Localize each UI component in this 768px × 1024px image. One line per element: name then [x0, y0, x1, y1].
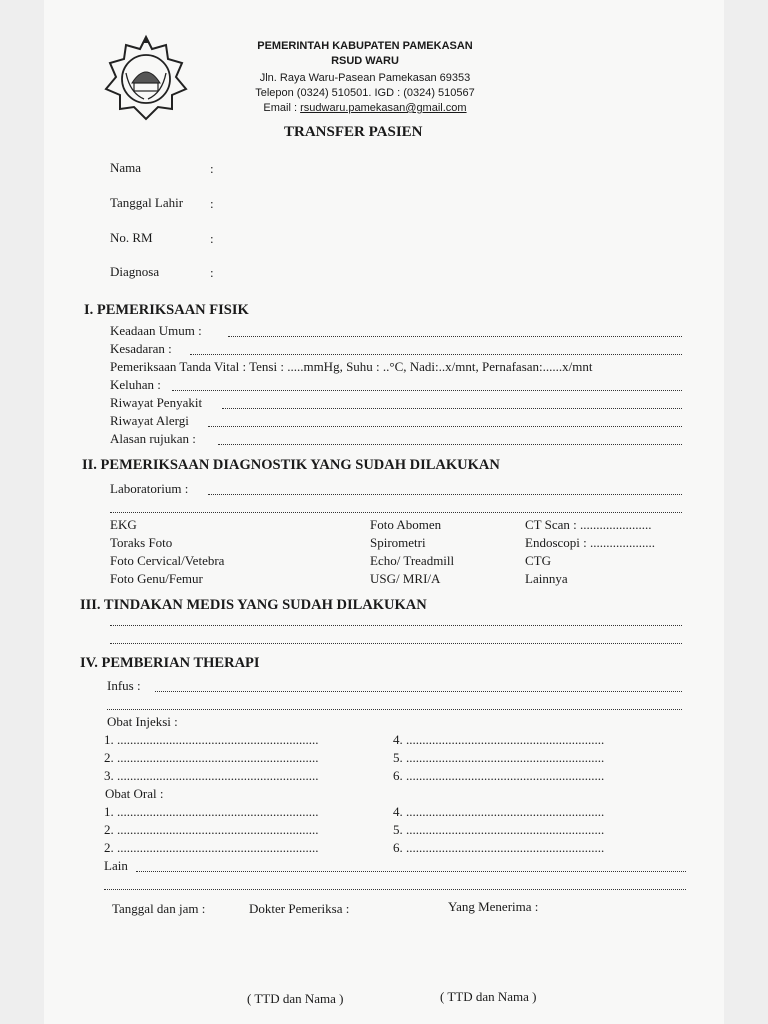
keadaan-umum-label: Keadaan Umum :	[110, 323, 202, 338]
header-government: PEMERINTAH KABUPATEN PAMEKASAN	[257, 40, 473, 52]
section-4-title: IV. PEMBERIAN THERAPI	[80, 655, 260, 671]
diag-foto-cervical: Foto Cervical/Vetebra	[110, 553, 225, 568]
kesadaran-label: Kesadaran :	[110, 341, 172, 356]
keluhan-line[interactable]	[172, 390, 682, 391]
section-1-title: I. PEMERIKSAAN FISIK	[84, 302, 249, 318]
section-2-title: II. PEMERIKSAAN DIAGNOSTIK YANG SUDAH DILAKUKAN	[82, 457, 500, 473]
yang-menerima-label: Yang Menerima :	[448, 899, 539, 914]
email-link[interactable]: rsudwaru.pamekasan@gmail.com	[300, 102, 467, 114]
diag-ekg: EKG	[110, 517, 137, 532]
header-hospital: RSUD WARU	[331, 55, 399, 67]
section-3-title: III. TINDAKAN MEDIS YANG SUDAH DILAKUKAN	[80, 597, 427, 613]
infus-line-2[interactable]	[107, 709, 682, 710]
riwayat-penyakit-label: Riwayat Penyakit	[110, 395, 203, 410]
field-nama-label: Nama	[110, 160, 142, 175]
field-nama-colon: :	[210, 161, 214, 176]
field-tanggal-lahir-label: Tanggal Lahir	[110, 195, 184, 210]
diag-lainnya: Lainnya	[525, 571, 568, 586]
laboratorium-label: Laboratorium :	[110, 481, 189, 496]
alasan-rujukan-label: Alasan rujukan :	[110, 431, 196, 446]
obat-injeksi-label: Obat Injeksi :	[107, 714, 178, 729]
tanggal-jam-label: Tanggal dan jam :	[112, 901, 206, 916]
kesadaran-line[interactable]	[190, 354, 682, 355]
riwayat-penyakit-line[interactable]	[222, 408, 682, 409]
diag-endoscopi: Endoscopi : ....................	[525, 535, 655, 550]
riwayat-alergi-label: Riwayat Alergi	[110, 413, 189, 428]
oral-item-3[interactable]: 2. ..............................................................	[104, 840, 319, 855]
field-diagnosa-colon: :	[210, 265, 214, 280]
injeksi-item-1[interactable]: 1. ..............................................................	[104, 732, 319, 747]
obat-oral-label: Obat Oral :	[105, 786, 164, 801]
field-tanggal-lahir-colon: :	[210, 196, 214, 211]
injeksi-item-6[interactable]: 6. .............................................................	[393, 768, 605, 783]
diag-echo-treadmill: Echo/ Treadmill	[370, 553, 455, 568]
tanda-vital-label: Pemeriksaan Tanda Vital : Tensi : .....mmHg, Suhu : ..°C, Nadi:..x/mnt, Pernafasan:......x/mnt	[110, 359, 593, 374]
email-label: Email :	[263, 102, 298, 114]
keadaan-umum-line[interactable]	[228, 336, 682, 337]
laboratorium-line-2[interactable]	[110, 512, 682, 513]
tindakan-line-2[interactable]	[110, 643, 682, 644]
lain-line-1[interactable]	[136, 871, 686, 872]
field-diagnosa-label: Diagnosa	[110, 264, 160, 279]
oral-item-6[interactable]: 6. .............................................................	[393, 840, 605, 855]
injeksi-item-2[interactable]: 2. ..............................................................	[104, 750, 319, 765]
tindakan-line-1[interactable]	[110, 625, 682, 626]
diag-foto-abomen: Foto Abomen	[370, 517, 442, 532]
infus-line-1[interactable]	[155, 691, 682, 692]
header-address: Jln. Raya Waru-Pasean Pamekasan 69353	[259, 72, 471, 84]
lain-label: Lain	[104, 858, 128, 873]
diag-foto-genu: Foto Genu/Femur	[110, 571, 203, 586]
laboratorium-line-1[interactable]	[208, 494, 682, 495]
oral-item-5[interactable]: 5. .............................................................	[393, 822, 605, 837]
oral-item-1[interactable]: 1. ..............................................................	[104, 804, 319, 819]
dokter-pemeriksa-label: Dokter Pemeriksa :	[249, 901, 350, 916]
diag-usg-mri: USG/ MRI/A	[370, 571, 441, 586]
oral-item-2[interactable]: 2. ..............................................................	[104, 822, 319, 837]
regency-emblem-logo	[100, 33, 192, 123]
signature-doctor: ( TTD dan Nama )	[247, 991, 344, 1006]
field-no-rm-label: No. RM	[110, 230, 153, 245]
diag-ct-scan: CT Scan : ......................	[525, 517, 652, 532]
oral-item-4[interactable]: 4. .............................................................	[393, 804, 605, 819]
header-email-line	[200, 102, 530, 114]
header-phone: Telepon (0324) 510501. IGD : (0324) 510567	[255, 87, 475, 99]
diag-toraks-foto: Toraks Foto	[110, 535, 173, 550]
diag-spirometri: Spirometri	[370, 535, 426, 550]
infus-label: Infus :	[107, 678, 141, 693]
diag-ctg: CTG	[525, 553, 551, 568]
page-title: TRANSFER PASIEN	[284, 124, 423, 140]
field-no-rm-colon: :	[210, 231, 214, 246]
keluhan-label: Keluhan :	[110, 377, 161, 392]
alasan-rujukan-line[interactable]	[218, 444, 682, 445]
signature-receiver: ( TTD dan Nama )	[440, 989, 537, 1004]
injeksi-item-4[interactable]: 4. .............................................................	[393, 732, 605, 747]
injeksi-item-3[interactable]: 3. ..............................................................	[104, 768, 319, 783]
lain-line-2[interactable]	[104, 889, 686, 890]
injeksi-item-5[interactable]: 5. .............................................................	[393, 750, 605, 765]
riwayat-alergi-line[interactable]	[208, 426, 682, 427]
